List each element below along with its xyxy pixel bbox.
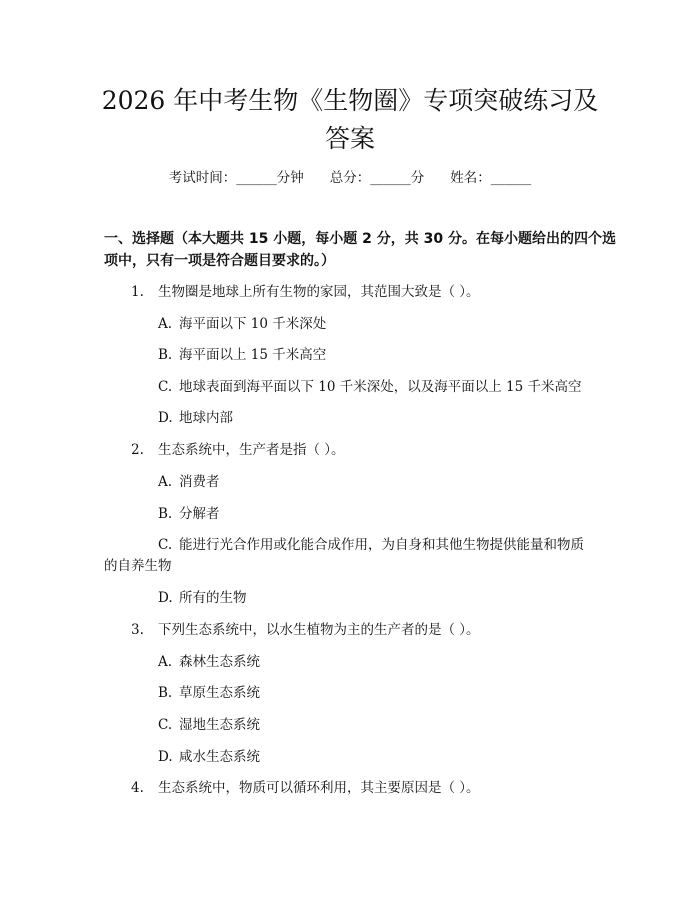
- question-number: 1.: [131, 284, 144, 300]
- option-letter: B.: [158, 685, 173, 701]
- exam-info-line: [0, 168, 700, 188]
- page-title: 2026 年中考生物《生物圈》专项突破练习及: [101, 86, 599, 115]
- option-text: 草原生态系统: [179, 685, 260, 701]
- option-text: 咸水生态系统: [179, 749, 260, 765]
- question-1-option-c: [158, 377, 582, 397]
- question-3-option-a: [158, 652, 260, 672]
- option-text: 地球表面到海平面以下 10 千米深处，以及海平面以上 15 千米高空: [179, 379, 582, 395]
- option-text: 消费者: [179, 474, 220, 490]
- question-1-option-b: [158, 345, 326, 365]
- option-letter: D.: [158, 410, 173, 426]
- exam-time-field: 考试时间：______分钟: [168, 170, 304, 186]
- question-2-option-a: [158, 472, 220, 492]
- option-text: 能进行光合作用或化能合成作用，为自身和其他生物提供能量和物质: [179, 537, 584, 553]
- option-letter: C.: [158, 379, 173, 395]
- question-3-option-c: [158, 715, 260, 735]
- question-3-option-d: [158, 747, 260, 767]
- option-text: 海平面以上 15 千米高空: [179, 347, 327, 363]
- question-text: 生物圈是地球上所有生物的家园，其范围大致是（ ）。: [158, 284, 480, 300]
- question-2-option-d: [158, 588, 247, 608]
- section-heading-continued: 项中，只有一项是符合题目要求的。）: [104, 253, 335, 269]
- question-1-option-a: [158, 314, 326, 334]
- option-text: 分解者: [179, 506, 220, 522]
- question-2-option-b: [158, 504, 220, 524]
- section-heading: 一、选择题（本大题共 15 小题，每小题 2 分，共 30 分。在每小题给出的四个选: [104, 231, 616, 247]
- question-text: 下列生态系统中，以水生植物为主的生产者的是（ ）。: [158, 622, 480, 638]
- question-2-option-c: [158, 535, 584, 555]
- question-1: [131, 282, 480, 302]
- option-letter: A.: [158, 316, 173, 332]
- option-text: 海平面以下 10 千米深处: [179, 316, 327, 332]
- question-text: 生态系统中，生产者是指（ ）。: [158, 442, 345, 458]
- question-number: 2.: [131, 442, 144, 458]
- question-4: [131, 778, 480, 798]
- option-letter: B.: [158, 347, 173, 363]
- question-3: [131, 620, 480, 640]
- option-text: 森林生态系统: [179, 654, 260, 670]
- option-letter: D.: [158, 590, 173, 606]
- question-2: [131, 440, 345, 460]
- question-1-option-d: [158, 408, 233, 428]
- question-number: 4.: [131, 780, 144, 796]
- student-name-field: 姓名：______: [450, 170, 532, 186]
- option-letter: A.: [158, 474, 173, 490]
- option-letter: C.: [158, 717, 173, 733]
- total-score-field: 总分：______分: [329, 170, 425, 186]
- question-number: 3.: [131, 622, 144, 638]
- option-text: 湿地生态系统: [179, 717, 260, 733]
- option-text: 地球内部: [179, 410, 233, 426]
- question-3-option-b: [158, 683, 260, 703]
- option-letter: B.: [158, 506, 173, 522]
- question-text: 生态系统中，物质可以循环利用，其主要原因是（ ）。: [158, 780, 480, 796]
- question-2-option-c-continued: 的自养生物: [104, 558, 172, 574]
- option-letter: A.: [158, 654, 173, 670]
- option-text: 所有的生物: [179, 590, 247, 606]
- page-title-continued: 答案: [324, 124, 375, 153]
- option-letter: C.: [158, 537, 173, 553]
- option-letter: D.: [158, 749, 173, 765]
